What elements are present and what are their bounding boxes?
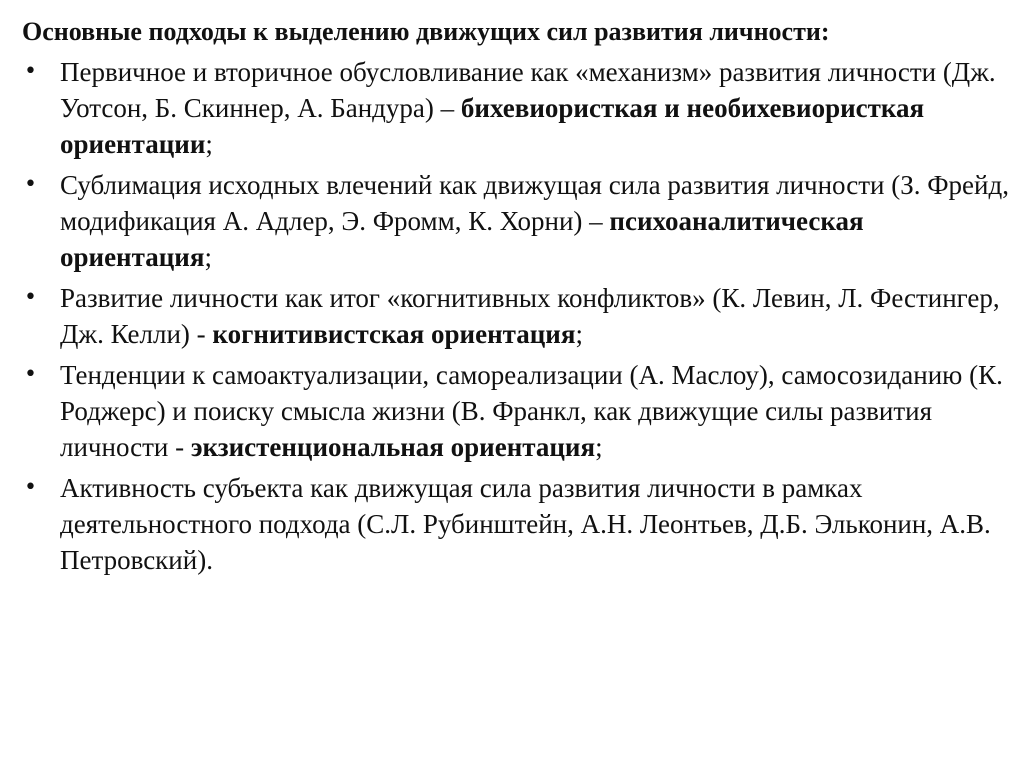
item-orientation: психоаналитическая ориентация — [60, 206, 864, 272]
slide — [22, 14, 1012, 583]
slide-title: Основные подходы к выделению движущих сил развития личности: — [22, 17, 830, 46]
item-tail: ; — [575, 319, 583, 349]
item-tail: ; — [205, 129, 213, 159]
bullet-icon: • — [24, 362, 37, 387]
item-text: Первичное и вторичное обусловливание как «механизм» развития личности (Дж. Уотсон, Б. Скиннер, А. Бандура) – — [60, 57, 996, 123]
list-item — [22, 167, 1012, 275]
item-text: Тенденции к самоактуализации, самореализации (А. Маслоу), самосозиданию (К. Роджерс) и поиску смысла жизни (В. Франкл, как движущие силы развития личности - — [60, 360, 1003, 462]
bullet-icon: • — [24, 59, 37, 84]
bullet-list — [22, 54, 1012, 578]
item-text: Активность субъекта как движущая сила развития личности в рамках деятельностного подхода (С.Л. Рубинштейн, А.Н. Леонтьев, Д.Б. Эльконин, А.В. Петровский). — [60, 473, 991, 575]
list-item — [22, 54, 1012, 162]
item-orientation: экзистенциональная ориентация — [190, 432, 596, 462]
bullet-icon: • — [24, 172, 37, 197]
list-item — [22, 357, 1012, 465]
list-item — [22, 470, 1012, 578]
item-orientation: бихевиористкая и необихевиористкая ориентации — [60, 93, 925, 159]
item-tail: ; — [204, 242, 212, 272]
list-item — [22, 280, 1012, 352]
item-text: Развитие личности как итог «когнитивных конфликтов» (К. Левин, Л. Фестингер, Дж. Келли) - — [60, 283, 1000, 349]
item-tail: ; — [595, 432, 603, 462]
bullet-icon: • — [24, 285, 37, 310]
bullet-icon: • — [24, 475, 37, 500]
item-text: Сублимация исходных влечений как движущая сила развития личности (З. Фрейд, модификация А. Адлер, Э. Фромм, К. Хорни) – — [60, 170, 1009, 236]
item-orientation: когнитивистская ориентация — [212, 319, 576, 349]
